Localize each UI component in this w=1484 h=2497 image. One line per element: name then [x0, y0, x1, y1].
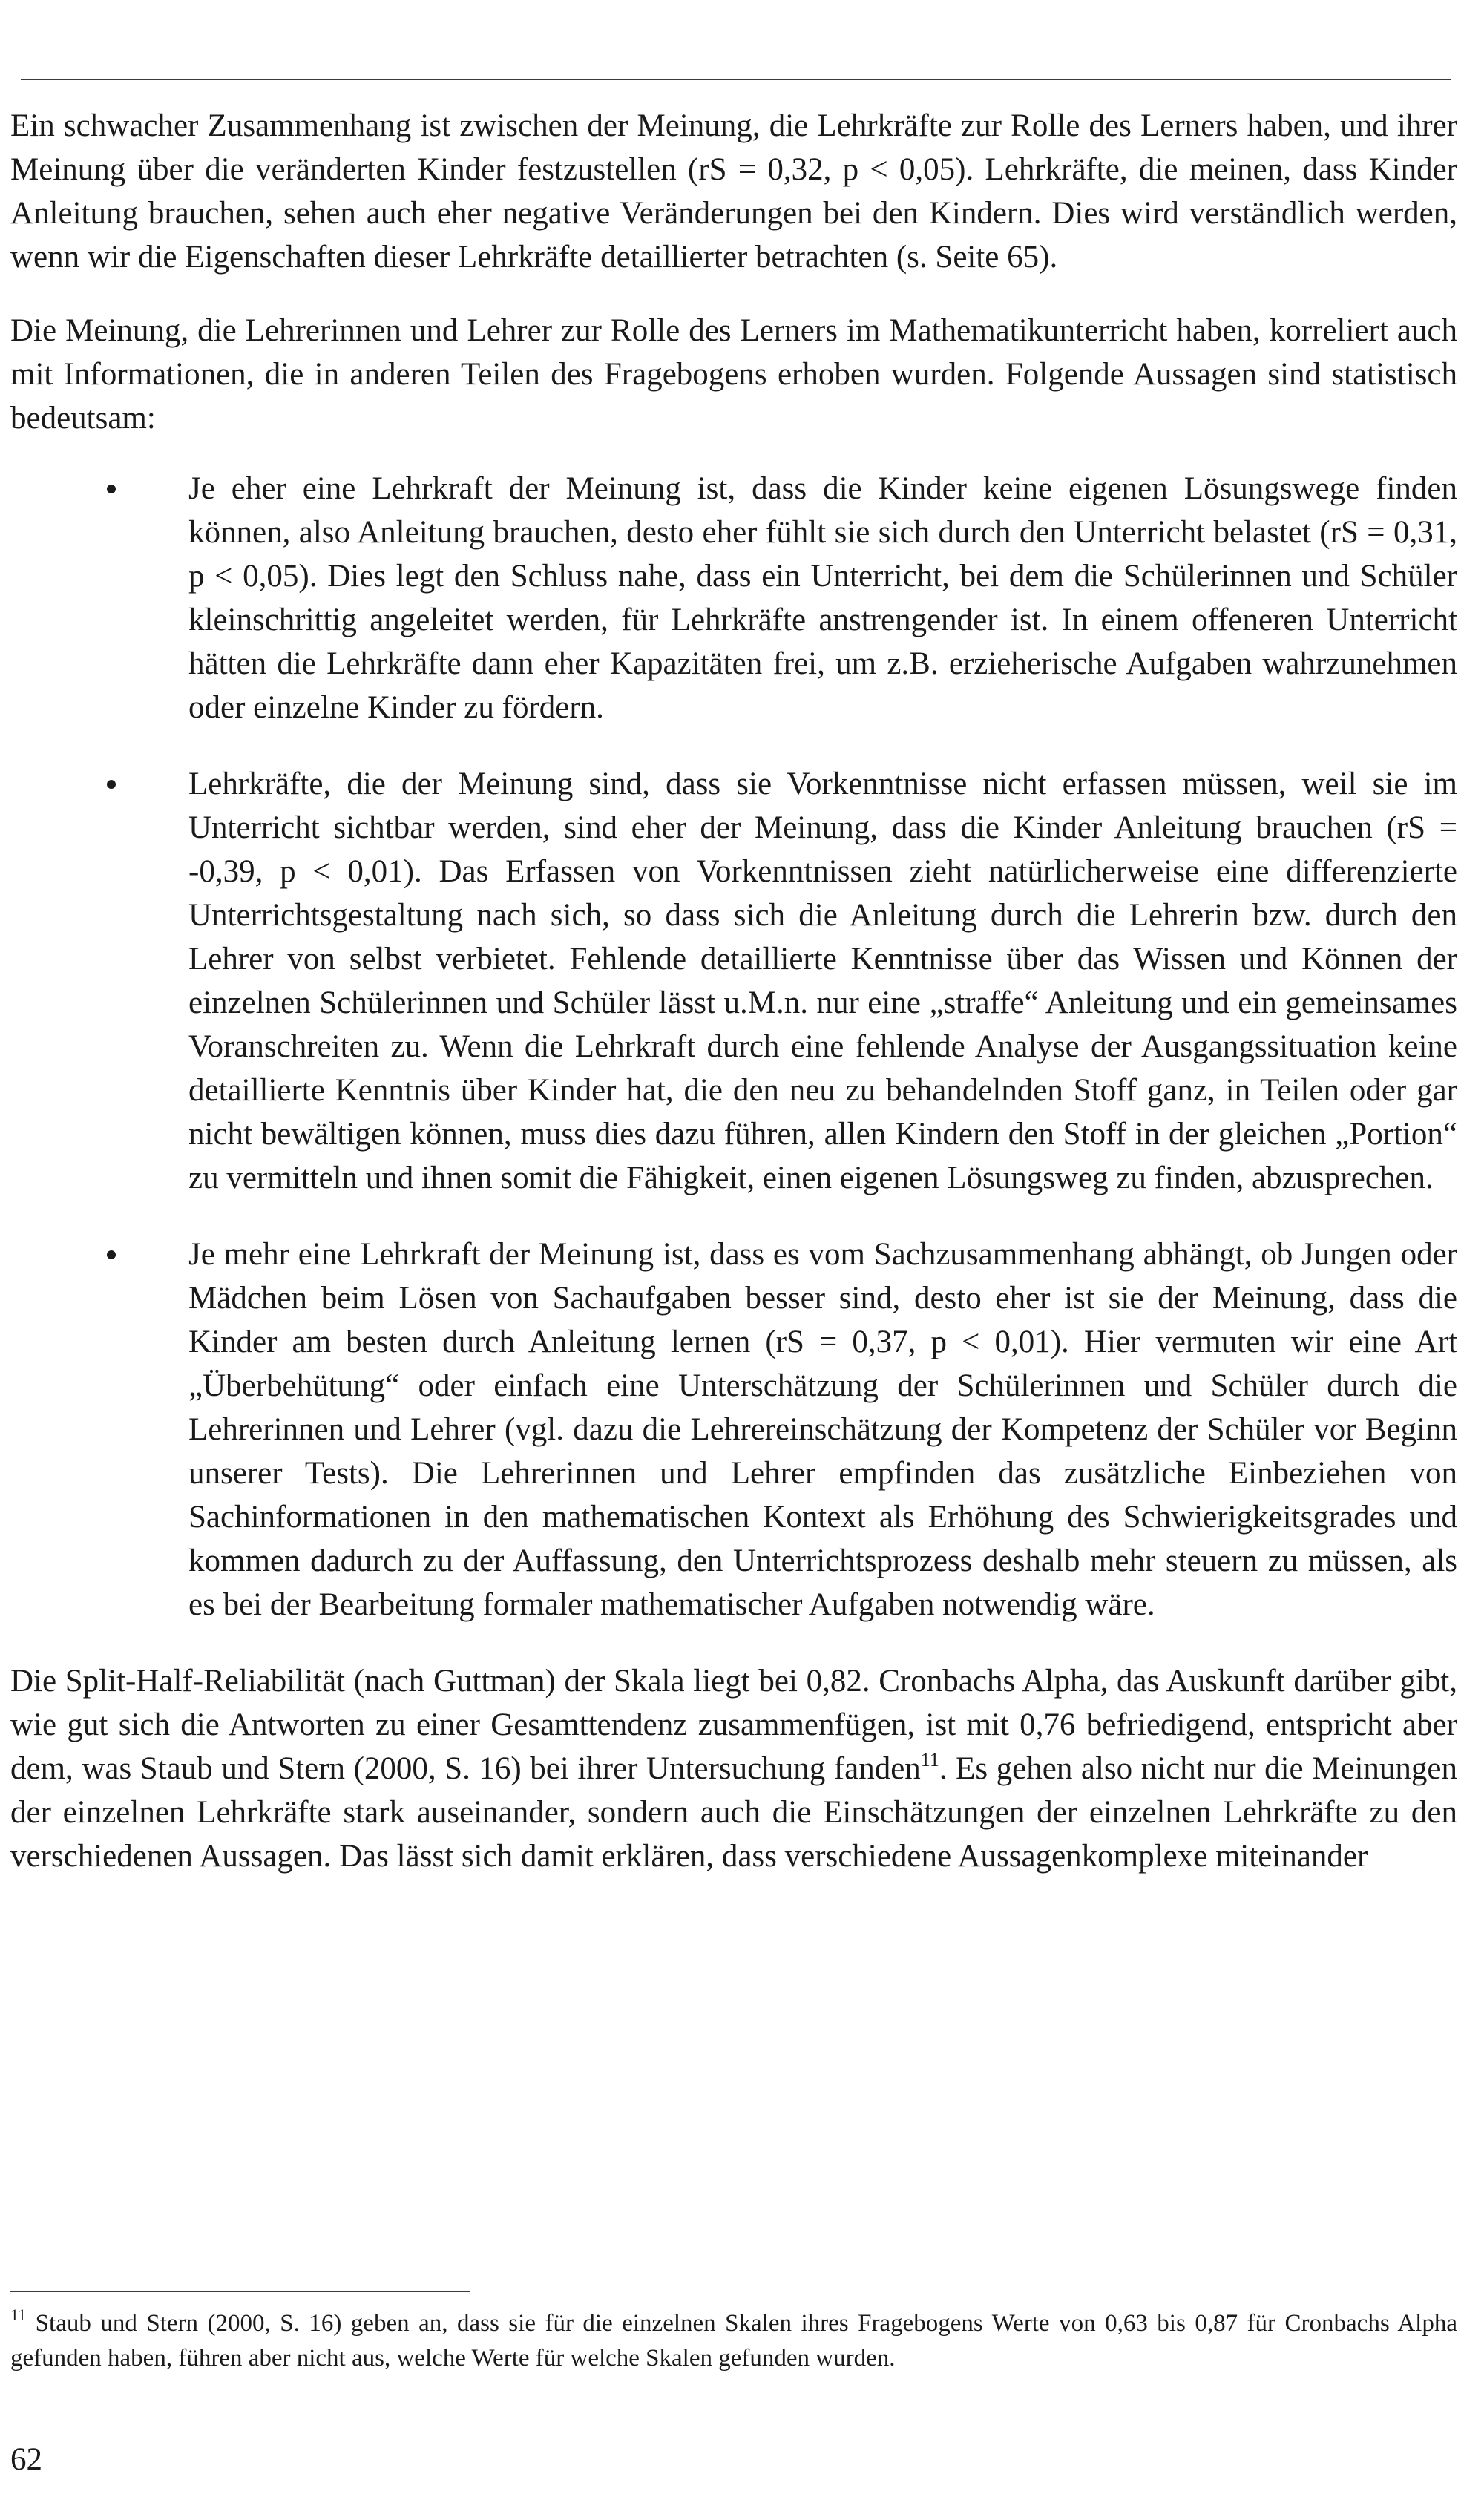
- paragraph-3: [10, 1659, 1457, 1878]
- list-item: [10, 1233, 1457, 1627]
- footnote-reference: 11: [920, 1749, 939, 1771]
- bullet-dot-icon: [107, 485, 116, 493]
- page-body: [10, 104, 1457, 1878]
- paragraph-1: Ein schwacher Zusammenhang ist zwischen der Meinung, die Lehrkräfte zur Rolle des Lerners haben, und ihrer Meinung über die veränderten Kinder festzustellen (rS = 0,32, p < 0,05). Lehrkräfte, die meinen, dass Kinder Anleitung brauchen, sehen auch eher negative Veränderungen bei den Kindern. Dies wird verständlich werden, wenn wir die Eigenschaften dieser Lehrkräfte detaillierter betrachten (s. Seite 65).: [10, 108, 1457, 275]
- footnote-mark: 11: [10, 2306, 27, 2324]
- list-item: [10, 467, 1457, 729]
- footnote-rule: [10, 2291, 470, 2292]
- footnote-text: Staub und Stern (2000, S. 16) geben an, dass sie für die einzelnen Skalen ihres Fragebogens Werte von 0,63 bis 0,87 für Cronbachs Alpha gefunden haben, führen aber nicht aus, welche Werte für welche Skalen gefunden wurden.: [10, 2310, 1457, 2372]
- bullet-text: Lehrkräfte, die der Meinung sind, dass sie Vorkenntnisse nicht erfassen müssen, weil sie im Unterricht sichtbar werden, sind eher der Meinung, dass die Kinder Anleitung brauchen (rS = -0,39, p < 0,01). Das Erfassen von Vorkenntnissen zieht natürlicherweise eine differenzierte Unterrichtsgestaltung nach sich, so dass sich die Anleitung durch die Lehrerin bzw. durch den Lehrer von selbst verbietet. Fehlende detaillierte Kenntnisse über das Wissen und Können der einzelnen Schülerinnen und Schüler lässt u.M.n. nur eine „straffe“ Anleitung und ein gemeinsames Voranschreiten zu. Wenn die Lehrkraft durch eine fehlende Analyse der Ausgangssituation keine detaillierte Kenntnis über Kinder hat, die den neu zu behandelnden Stoff ganz, in Teilen oder gar nicht bewältigen können, muss dies dazu führen, allen Kindern den Stoff in der gleichen „Portion“ zu vermitteln und ihnen somit die Fähigkeit, einen eigenen Lösungsweg zu finden, abzusprechen.: [188, 767, 1457, 1195]
- paragraph-2: Die Meinung, die Lehrerinnen und Lehrer zur Rolle des Lerners im Mathematikunterricht haben, korreliert auch mit Informationen, die in anderen Teilen des Fragebogens erhoben wurden. Folgende Aussagen sind statistisch bedeutsam:: [10, 313, 1457, 436]
- list-item: [10, 762, 1457, 1200]
- bullet-dot-icon: [107, 780, 116, 789]
- paragraph-3-text-b: . Es gehen also nicht nur die Meinungen der einzelnen Lehrkräfte stark auseinander, sondern auch die Einschätzungen der einzelnen Lehrkräfte zu den verschiedenen Aussagen. Das lässt sich damit erklären, dass verschiedene Aussagenkomplexe miteinander: [10, 1751, 1457, 1874]
- bullet-list: [10, 467, 1457, 1627]
- paragraph-3-text-a: Die Split-Half-Reliabilität (nach Guttman) der Skala liegt bei 0,82. Cronbachs Alpha, das Auskunft darüber gibt, wie gut sich die Antworten zu einer Gesamttendenz zusammenfügen, ist mit 0,76 befriedigend, entspricht aber dem, was Staub und Stern (2000, S. 16) bei ihrer Untersuchung fanden: [10, 1664, 1457, 1786]
- footnote: [10, 2306, 1457, 2376]
- bullet-text: Je eher eine Lehrkraft der Meinung ist, dass die Kinder keine eigenen Lösungswege finden können, also Anleitung brauchen, desto eher fühlt sie sich durch den Unterricht belastet (rS = 0,31, p < 0,05). Dies legt den Schluss nahe, dass ein Unterricht, bei dem die Schülerinnen und Schüler kleinschrittig angeleitet werden, für Lehrkräfte anstrengender ist. In einem offeneren Unterricht hätten die Lehrkräfte dann eher Kapazitäten frei, um z.B. erzieherische Aufgaben wahrzunehmen oder einzelne Kinder zu fördern.: [188, 471, 1457, 725]
- header-rule: [21, 79, 1451, 80]
- bullet-dot-icon: [107, 1250, 116, 1259]
- page-number: 62: [10, 2442, 42, 2477]
- bullet-text: Je mehr eine Lehrkraft der Meinung ist, dass es vom Sachzusammenhang abhängt, ob Jungen oder Mädchen beim Lösen von Sachaufgaben besser sind, desto eher ist sie der Meinung, dass die Kinder am besten durch Anleitung lernen (rS = 0,37, p < 0,01). Hier vermuten wir eine Art „Überbehütung“ oder einfach eine Unterschätzung der Schülerinnen und Schüler durch die Lehrerinnen und Lehrer (vgl. dazu die Lehrereinschätzung der Kompetenz der Schüler vor Beginn unserer Tests). Die Lehrerinnen und Lehrer empfinden das zusätzliche Einbeziehen von Sachinformationen in den mathematischen Kontext als Erhöhung des Schwierigkeitsgrades und kommen dadurch zu der Auffassung, den Unterrichtsprozess deshalb mehr steuern zu müssen, als es bei der Bearbeitung formaler mathematischer Aufgaben notwendig wäre.: [188, 1237, 1457, 1622]
